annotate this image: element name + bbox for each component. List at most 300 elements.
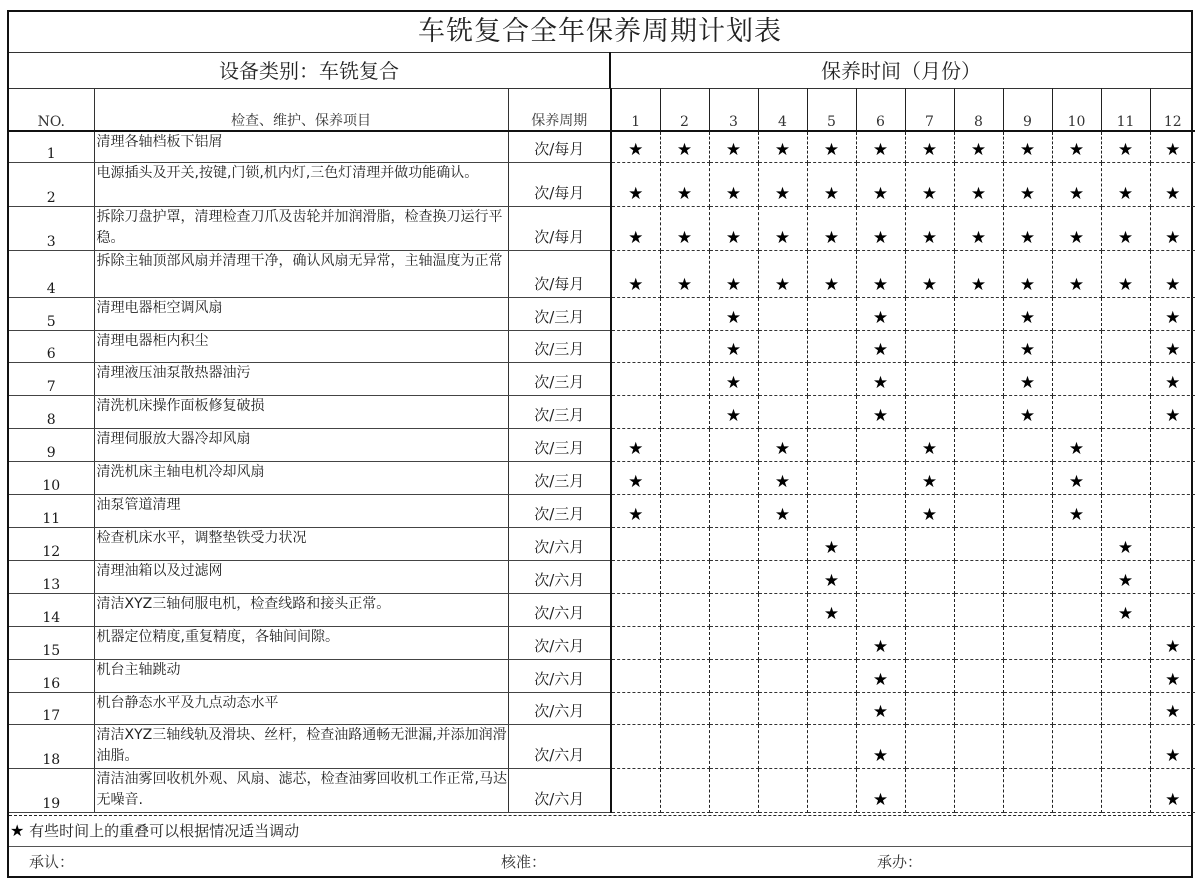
month-cell [660, 131, 709, 162]
col-header-month: 6 [856, 88, 905, 131]
month-cell [905, 626, 954, 659]
month-cell [1052, 626, 1101, 659]
table-row [9, 768, 1195, 812]
month-cell [1052, 330, 1101, 362]
maintenance-cycle: 次/三月 [508, 494, 611, 527]
table-row [9, 626, 1195, 659]
month-cell [758, 692, 807, 724]
table-row [9, 659, 1195, 692]
maintenance-cycle: 次/每月 [508, 162, 611, 206]
month-cell [807, 206, 856, 250]
star-icon: ★ [1068, 274, 1085, 295]
maintenance-cycle: 次/三月 [508, 395, 611, 428]
star-icon: ★ [823, 570, 840, 591]
row-number: 1 [9, 131, 94, 162]
schedule-rows [9, 131, 1195, 812]
star-icon: ★ [1019, 183, 1036, 204]
table-row [9, 692, 1195, 724]
month-cell [1003, 724, 1052, 768]
row-number: 2 [9, 162, 94, 206]
table-row [9, 206, 1195, 250]
month-cell [954, 250, 1003, 297]
star-icon: ★ [1019, 372, 1036, 393]
month-cell [709, 626, 758, 659]
month-cell [1150, 330, 1195, 362]
month-cell [1052, 768, 1101, 812]
month-cell [856, 692, 905, 724]
star-icon: ★ [1117, 227, 1134, 248]
month-cell [611, 593, 660, 626]
star-icon: ★ [1019, 339, 1036, 360]
row-number: 9 [9, 428, 94, 461]
star-icon: ★ [872, 139, 889, 160]
month-cell [709, 428, 758, 461]
month-cell [905, 395, 954, 428]
star-icon: ★ [872, 701, 889, 722]
star-icon: ★ [1165, 669, 1181, 690]
star-icon: ★ [1165, 227, 1181, 248]
maintenance-cycle: 次/六月 [508, 626, 611, 659]
month-cell [1003, 659, 1052, 692]
maintenance-item: 清理伺服放大器冷却风扇 [94, 428, 508, 461]
table-row [9, 297, 1195, 330]
month-cell [660, 527, 709, 560]
month-cell [1052, 206, 1101, 250]
month-cell [1052, 131, 1101, 162]
star-icon: ★ [921, 438, 938, 459]
star-icon: ★ [1019, 307, 1036, 328]
month-cell [709, 206, 758, 250]
star-icon: ★ [774, 139, 791, 160]
month-cell [1003, 297, 1052, 330]
maintenance-item: 清理各轴档板下铝屑 [94, 131, 508, 162]
col-header-month: 8 [954, 88, 1003, 131]
month-cell [856, 560, 905, 593]
row-number: 5 [9, 297, 94, 330]
month-cell [660, 250, 709, 297]
month-cell [807, 692, 856, 724]
month-cell [1003, 250, 1052, 297]
star-icon: ★ [628, 227, 644, 248]
star-icon: ★ [10, 821, 25, 840]
month-cell [660, 330, 709, 362]
month-cell [807, 494, 856, 527]
month-cell [1003, 593, 1052, 626]
month-cell [611, 250, 660, 297]
month-cell [758, 560, 807, 593]
star-icon: ★ [1165, 307, 1181, 328]
star-icon: ★ [1117, 537, 1134, 558]
month-cell [1101, 659, 1150, 692]
month-cell [1150, 428, 1195, 461]
month-cell [1052, 461, 1101, 494]
month-cell [856, 206, 905, 250]
table-row [9, 527, 1195, 560]
row-number: 3 [9, 206, 94, 250]
row-number: 7 [9, 362, 94, 395]
star-icon: ★ [1019, 139, 1036, 160]
col-header-month: 12 [1150, 88, 1195, 131]
month-cell [807, 131, 856, 162]
row-number: 12 [9, 527, 94, 560]
star-icon: ★ [1165, 339, 1181, 360]
month-cell [807, 724, 856, 768]
maintenance-item: 清理油箱以及过滤网 [94, 560, 508, 593]
month-cell [758, 162, 807, 206]
month-cell [758, 724, 807, 768]
month-cell [758, 461, 807, 494]
month-cell [709, 593, 758, 626]
month-cell [856, 131, 905, 162]
month-cell [660, 768, 709, 812]
month-cell [709, 461, 758, 494]
month-cell [611, 362, 660, 395]
star-icon: ★ [774, 438, 791, 459]
month-cell [1052, 428, 1101, 461]
maintenance-cycle: 次/每月 [508, 250, 611, 297]
month-cell [954, 330, 1003, 362]
month-cell [856, 428, 905, 461]
col-header-month: 7 [905, 88, 954, 131]
row-number: 6 [9, 330, 94, 362]
month-cell [856, 626, 905, 659]
month-cell [611, 330, 660, 362]
table-row [9, 494, 1195, 527]
month-cell [611, 206, 660, 250]
month-cell [954, 593, 1003, 626]
star-icon: ★ [872, 307, 889, 328]
star-icon: ★ [1165, 745, 1181, 766]
month-cell [709, 395, 758, 428]
row-number: 14 [9, 593, 94, 626]
row-number: 18 [9, 724, 94, 768]
month-cell [1052, 297, 1101, 330]
month-cell [1052, 560, 1101, 593]
maintenance-item: 清洁油雾回收机外观、风扇、滤芯，检查油雾回收机工作正常,马达无噪音. [94, 768, 508, 812]
month-cell [905, 297, 954, 330]
month-cell [954, 494, 1003, 527]
month-cell [856, 527, 905, 560]
month-cell [1003, 131, 1052, 162]
maintenance-cycle: 次/六月 [508, 659, 611, 692]
maintenance-cycle: 次/三月 [508, 297, 611, 330]
month-cell [905, 162, 954, 206]
star-icon: ★ [676, 183, 693, 204]
maintenance-cycle: 次/三月 [508, 362, 611, 395]
month-cell [660, 395, 709, 428]
month-cell [758, 297, 807, 330]
col-header-item: 检查、维护、保养项目 [94, 88, 508, 131]
month-cell [1003, 428, 1052, 461]
row-number: 15 [9, 626, 94, 659]
star-icon: ★ [823, 537, 840, 558]
month-cell [709, 659, 758, 692]
star-icon: ★ [921, 139, 938, 160]
month-cell [905, 527, 954, 560]
month-cell [660, 659, 709, 692]
month-cell [660, 692, 709, 724]
month-cell [905, 724, 954, 768]
col-header-month: 3 [709, 88, 758, 131]
star-icon: ★ [1117, 570, 1134, 591]
star-icon: ★ [970, 139, 987, 160]
month-cell [954, 768, 1003, 812]
maintenance-item: 清理电器柜空调风扇 [94, 297, 508, 330]
table-row [9, 560, 1195, 593]
month-cell [1003, 692, 1052, 724]
star-icon: ★ [970, 183, 987, 204]
month-cell [1003, 768, 1052, 812]
month-cell [611, 428, 660, 461]
star-icon: ★ [1117, 183, 1134, 204]
month-cell [856, 330, 905, 362]
month-cell [954, 428, 1003, 461]
month-cell [807, 330, 856, 362]
month-cell [954, 659, 1003, 692]
star-icon: ★ [1068, 183, 1085, 204]
month-cell [1150, 206, 1195, 250]
month-cell [1003, 527, 1052, 560]
month-cell [660, 724, 709, 768]
star-icon: ★ [628, 183, 644, 204]
row-number: 17 [9, 692, 94, 724]
star-icon: ★ [628, 438, 644, 459]
star-icon: ★ [823, 139, 840, 160]
table-row [9, 593, 1195, 626]
month-cell [1052, 250, 1101, 297]
month-cell [1101, 362, 1150, 395]
star-icon: ★ [872, 183, 889, 204]
month-cell [905, 131, 954, 162]
table-row [9, 162, 1195, 206]
month-cell [1003, 162, 1052, 206]
star-icon: ★ [872, 274, 889, 295]
month-cell [1052, 593, 1101, 626]
note-text: 有些时间上的重叠可以根据情况适当调动 [29, 822, 300, 840]
month-cell [758, 395, 807, 428]
month-cell [856, 395, 905, 428]
month-cell [807, 395, 856, 428]
maintenance-cycle: 次/六月 [508, 724, 611, 768]
month-cell [954, 395, 1003, 428]
month-cell [1150, 494, 1195, 527]
month-cell [856, 250, 905, 297]
month-cell [905, 362, 954, 395]
month-cell [1052, 162, 1101, 206]
month-cell [807, 560, 856, 593]
star-icon: ★ [823, 183, 840, 204]
star-icon: ★ [774, 504, 791, 525]
month-cell [1101, 395, 1150, 428]
maintenance-item: 清洁XYZ三轴线轨及滑块、丝杆，检查油路通畅无泄漏,并添加润滑油脂。 [94, 724, 508, 768]
month-cell [905, 330, 954, 362]
month-cell [856, 461, 905, 494]
star-icon: ★ [872, 339, 889, 360]
title-row [9, 12, 1191, 53]
month-cell [660, 362, 709, 395]
table-row [9, 362, 1195, 395]
month-cell [758, 362, 807, 395]
star-icon: ★ [823, 603, 840, 624]
month-cell [1052, 692, 1101, 724]
month-cell [709, 131, 758, 162]
star-icon: ★ [1165, 183, 1181, 204]
month-cell [905, 250, 954, 297]
month-cell [954, 131, 1003, 162]
month-cell [1003, 560, 1052, 593]
star-icon: ★ [921, 274, 938, 295]
month-cell [611, 527, 660, 560]
month-cell [1003, 461, 1052, 494]
star-icon: ★ [725, 139, 742, 160]
month-cell [660, 461, 709, 494]
month-cell [856, 362, 905, 395]
star-icon: ★ [872, 789, 889, 810]
month-cell [758, 659, 807, 692]
month-cell [709, 494, 758, 527]
table-row [9, 428, 1195, 461]
star-icon: ★ [725, 227, 742, 248]
star-icon: ★ [1068, 139, 1085, 160]
sheet-title: 车铣复合全年保养周期计划表 [418, 16, 782, 47]
month-cell [758, 131, 807, 162]
maintenance-cycle: 次/六月 [508, 527, 611, 560]
month-cell [954, 626, 1003, 659]
maintenance-cycle: 次/每月 [508, 131, 611, 162]
star-icon: ★ [872, 372, 889, 393]
month-cell [611, 626, 660, 659]
star-icon: ★ [1068, 471, 1085, 492]
month-cell [905, 560, 954, 593]
star-icon: ★ [921, 227, 938, 248]
month-cell [660, 297, 709, 330]
month-cell [709, 527, 758, 560]
star-icon: ★ [774, 274, 791, 295]
month-cell [905, 692, 954, 724]
equipment-category: 设备类别：车铣复合 [9, 52, 611, 88]
month-cell [758, 626, 807, 659]
month-cell [709, 330, 758, 362]
month-cell [905, 461, 954, 494]
month-cell [1052, 527, 1101, 560]
month-cell [758, 428, 807, 461]
month-cell [1150, 461, 1195, 494]
maintenance-cycle: 次/六月 [508, 593, 611, 626]
month-cell [709, 560, 758, 593]
month-cell [1150, 362, 1195, 395]
month-cell [1052, 724, 1101, 768]
month-cell [758, 527, 807, 560]
star-icon: ★ [921, 183, 938, 204]
month-cell [954, 461, 1003, 494]
star-icon: ★ [1165, 405, 1181, 426]
row-number: 19 [9, 768, 94, 812]
star-icon: ★ [872, 227, 889, 248]
star-icon: ★ [1117, 603, 1134, 624]
maintenance-item: 清理液压油泵散热器油污 [94, 362, 508, 395]
table-row [9, 330, 1195, 362]
month-cell [905, 206, 954, 250]
month-cell [758, 593, 807, 626]
table-row [9, 131, 1195, 162]
month-cell [611, 297, 660, 330]
month-cell [807, 527, 856, 560]
month-cell [905, 593, 954, 626]
star-icon: ★ [872, 745, 889, 766]
star-icon: ★ [725, 307, 742, 328]
month-cell [1003, 395, 1052, 428]
table-row [9, 395, 1195, 428]
month-cell [660, 428, 709, 461]
star-icon: ★ [725, 274, 742, 295]
row-number: 13 [9, 560, 94, 593]
star-icon: ★ [872, 405, 889, 426]
month-cell [1150, 593, 1195, 626]
month-cell [807, 659, 856, 692]
star-icon: ★ [970, 227, 987, 248]
month-cell [660, 494, 709, 527]
month-cell [1052, 494, 1101, 527]
month-cell [905, 494, 954, 527]
row-number: 11 [9, 494, 94, 527]
star-icon: ★ [1068, 438, 1085, 459]
month-cell [611, 692, 660, 724]
month-cell [1101, 162, 1150, 206]
maintenance-cycle: 次/六月 [508, 560, 611, 593]
month-cell [856, 768, 905, 812]
month-cell [709, 297, 758, 330]
star-icon: ★ [774, 471, 791, 492]
month-cell [1101, 494, 1150, 527]
month-cell [611, 162, 660, 206]
month-cell [758, 250, 807, 297]
row-number: 8 [9, 395, 94, 428]
star-icon: ★ [921, 504, 938, 525]
maintenance-item: 拆除主轴顶部风扇并清理干净，确认风扇无异常，主轴温度为正常 [94, 250, 508, 297]
star-icon: ★ [1019, 405, 1036, 426]
month-cell [1101, 560, 1150, 593]
star-icon: ★ [725, 183, 742, 204]
month-cell [660, 560, 709, 593]
month-cell [856, 659, 905, 692]
month-cell [611, 560, 660, 593]
month-cell [758, 206, 807, 250]
month-cell [1150, 692, 1195, 724]
month-cell [1150, 131, 1195, 162]
month-cell [954, 560, 1003, 593]
star-icon: ★ [1165, 139, 1181, 160]
col-header-month: 11 [1101, 88, 1150, 131]
maintenance-schedule-sheet [7, 10, 1193, 878]
month-cell [1150, 768, 1195, 812]
maintenance-item: 拆除刀盘护罩，清理检查刀爪及齿轮并加润滑脂，检查换刀运行平稳。 [94, 206, 508, 250]
star-icon: ★ [1068, 504, 1085, 525]
col-header-month: 1 [611, 88, 660, 131]
month-cell [807, 250, 856, 297]
col-header-month: 10 [1052, 88, 1101, 131]
column-header-row [9, 88, 1195, 131]
month-cell [807, 768, 856, 812]
month-cell [611, 768, 660, 812]
star-icon: ★ [1117, 139, 1134, 160]
star-icon: ★ [774, 183, 791, 204]
month-cell [1101, 724, 1150, 768]
maintenance-item: 机器定位精度,重复精度，各轴间间隙。 [94, 626, 508, 659]
star-icon: ★ [823, 227, 840, 248]
col-header-cycle: 保养周期 [508, 88, 611, 131]
month-cell [709, 162, 758, 206]
month-cell [660, 206, 709, 250]
